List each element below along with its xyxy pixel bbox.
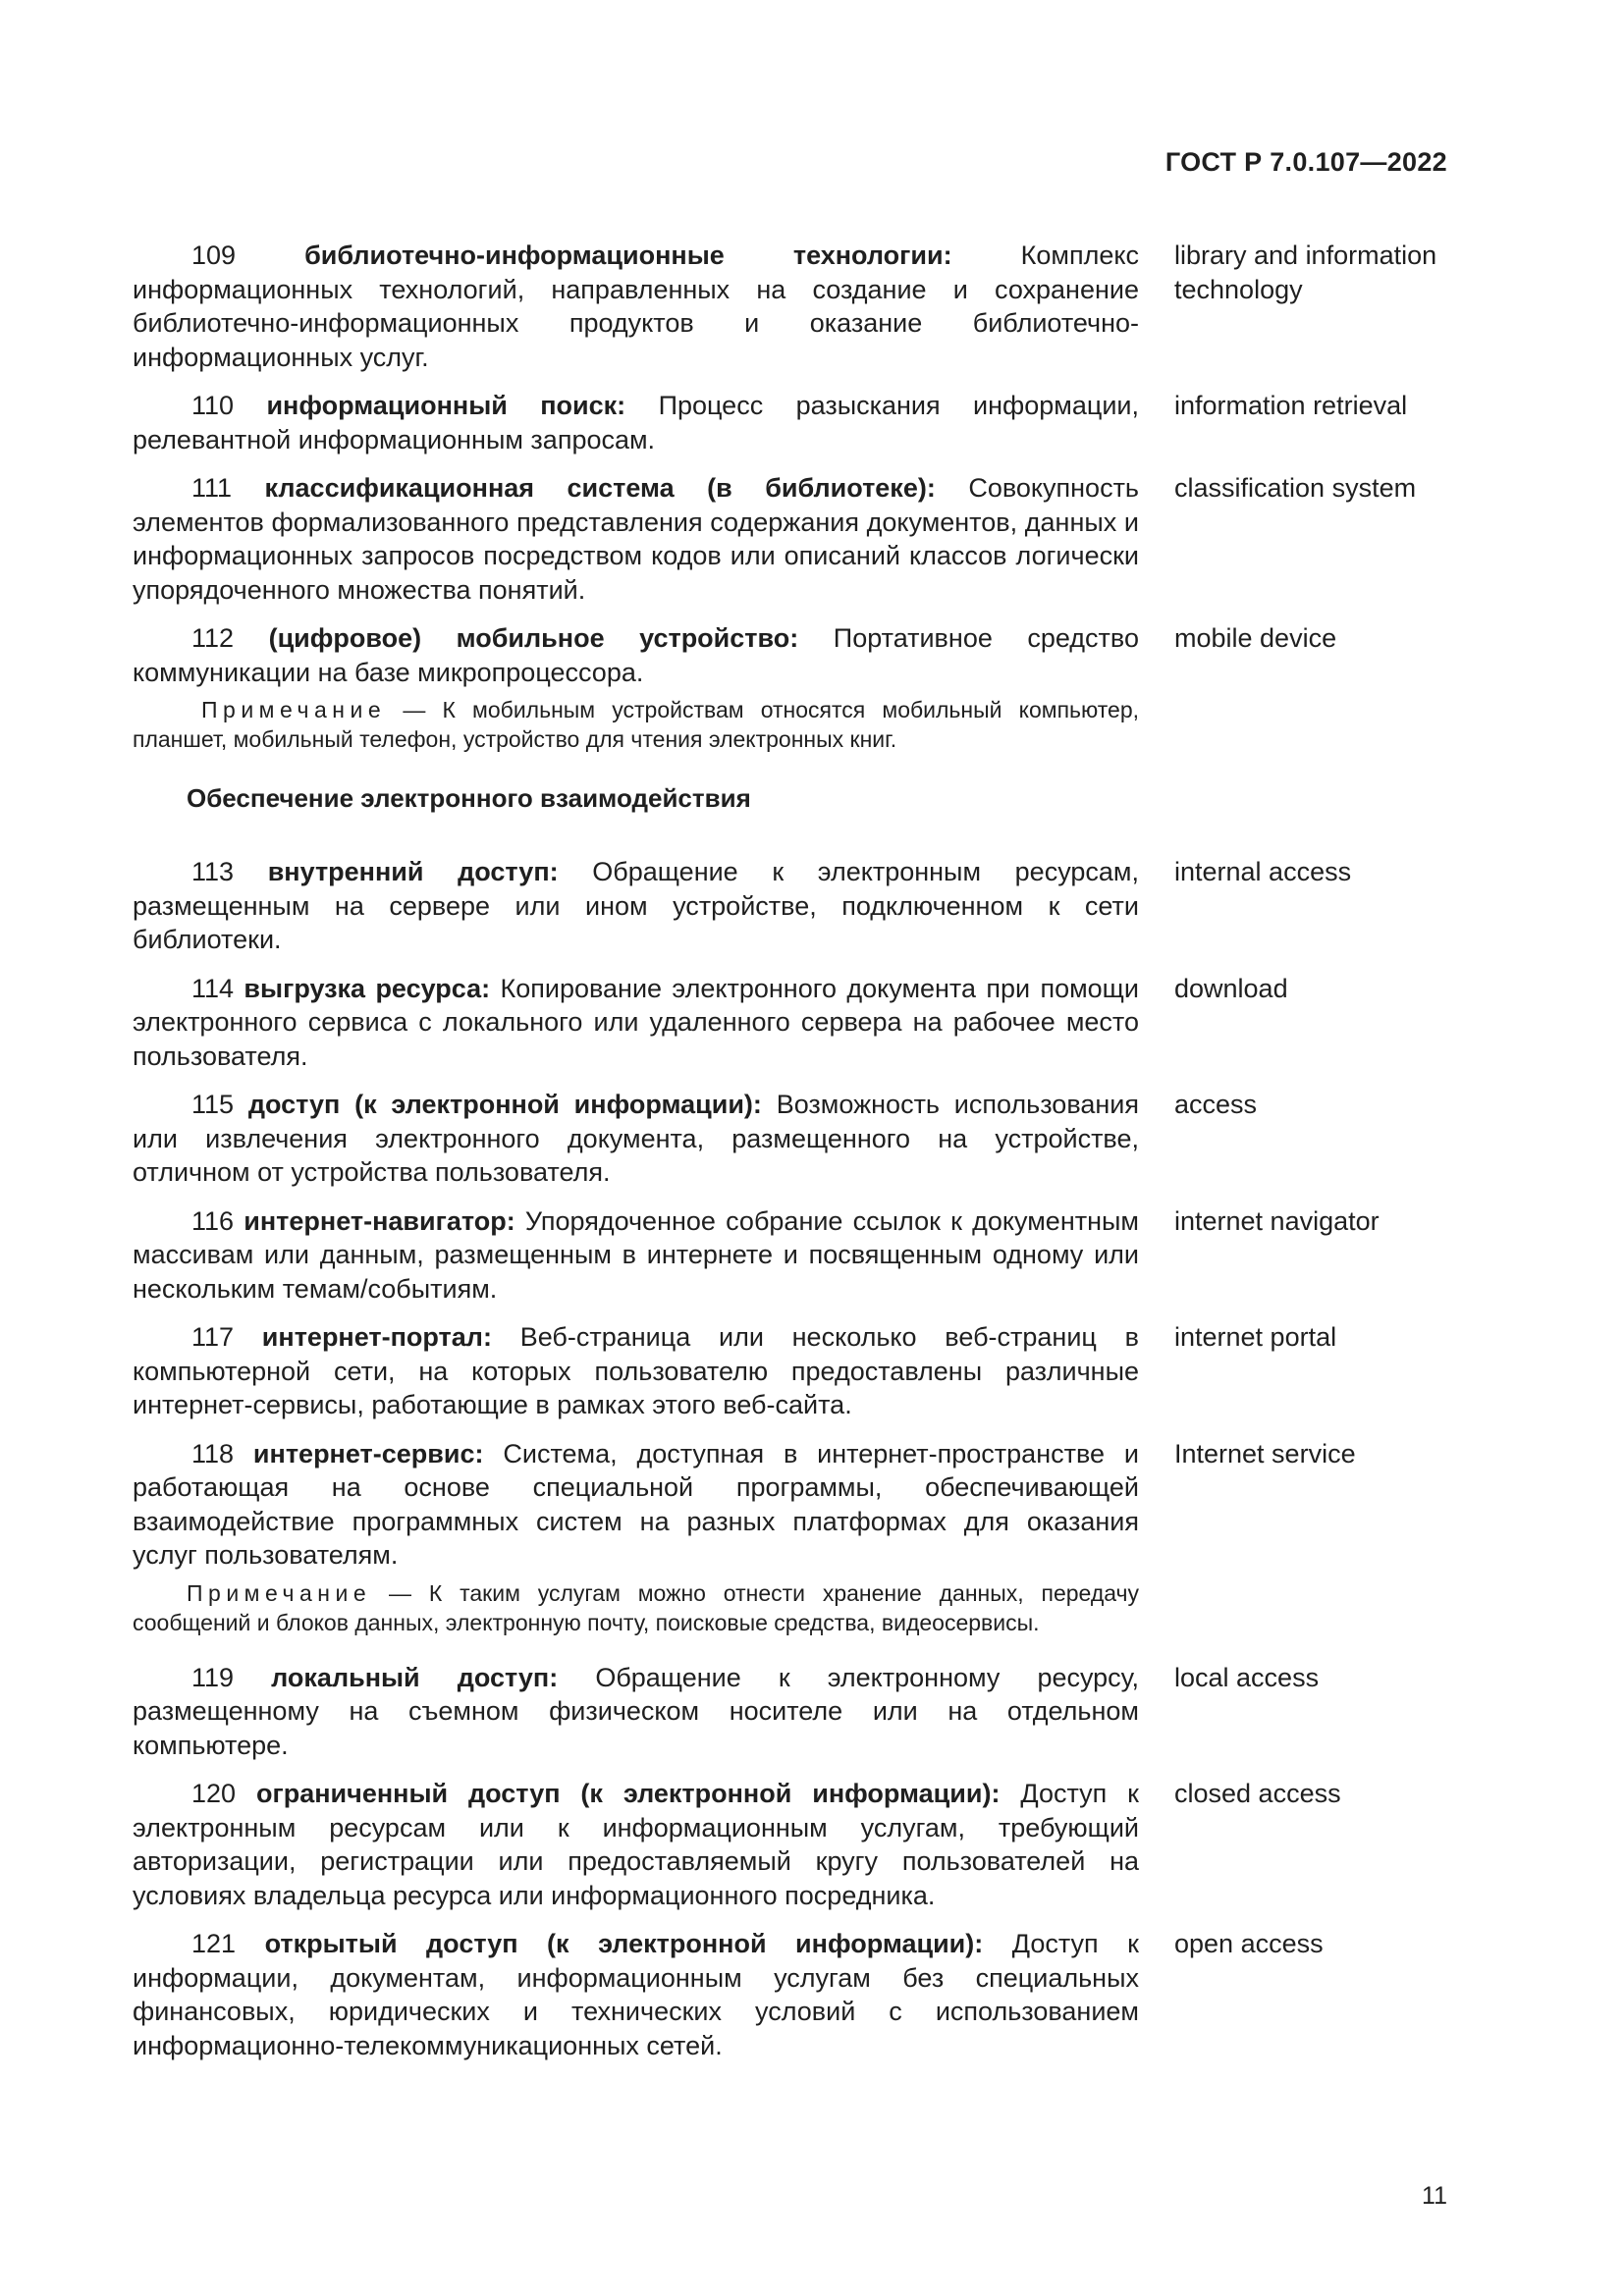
- term-entry-121: [133, 1927, 1438, 2062]
- note-internet-services: [133, 1578, 1139, 1637]
- section-title: Обеспечение электронного взаимодействия: [187, 783, 751, 813]
- term-text: [133, 1437, 1139, 1573]
- term-entry-114: [133, 972, 1438, 1074]
- term-entry-116: [133, 1204, 1438, 1307]
- term-text: [133, 972, 1139, 1074]
- term-number: 116: [191, 1205, 235, 1236]
- english-equivalent: closed access: [1174, 1779, 1341, 1808]
- term-definition: Портативное средство коммуникации на базе микропроцессора.: [133, 623, 1139, 687]
- term-entry-111: [133, 471, 1438, 607]
- english-equivalent: information retrieval: [1174, 391, 1408, 420]
- english-equivalent: access: [1174, 1090, 1258, 1119]
- term-definition: Обращение к электронным ресурсам, размещенным на сервере или ином устройстве, подключенном к сети библиотеки.: [133, 857, 1139, 954]
- term-entry-117: [133, 1320, 1438, 1422]
- note-label: Примечание: [187, 1579, 372, 1606]
- page-number: 11: [1422, 2182, 1447, 2210]
- term-entry-118: [133, 1437, 1438, 1573]
- document-body: [133, 239, 1438, 2077]
- term-number: 117: [191, 1322, 235, 1352]
- term-name: интернет-навигатор:: [244, 1205, 515, 1236]
- term-number: 119: [191, 1662, 235, 1692]
- english-equivalent: local access: [1174, 1662, 1320, 1692]
- term-number: 114: [191, 973, 235, 1003]
- term-entry-119: [133, 1661, 1438, 1763]
- term-text: [133, 855, 1139, 957]
- term-text: [133, 1927, 1139, 2062]
- term-definition: Упорядоченное собрание ссылок к документным массивам или данным, размещенным в интернете и посвященным одному или нескольким темам/событиям.: [133, 1205, 1139, 1304]
- term-definition: Веб-страница или несколько веб-страниц в компьютерной сети, на которых пользователю предоставлены различные интернет-сервисы, работающие в рамках этого веб-сайта.: [133, 1322, 1139, 1419]
- note-label: Примечание: [201, 697, 387, 722]
- term-text: [133, 389, 1139, 456]
- english-equivalent: download: [1174, 973, 1288, 1003]
- document-header: ГОСТ Р 7.0.107—2022: [1164, 147, 1447, 177]
- term-number: 121: [191, 1929, 237, 1958]
- term-text: [133, 1777, 1139, 1912]
- english-equivalent: library and information technology: [1174, 240, 1437, 304]
- term-number: 113: [191, 857, 235, 886]
- term-definition: Возможность использования или извлечения электронного документа, размещенного на устройстве, отличном от устройства пользователя.: [133, 1090, 1139, 1187]
- term-number: 111: [191, 473, 233, 503]
- term-name: классификационная система (в библиотеке):: [264, 473, 936, 503]
- term-entry-115: [133, 1088, 1438, 1190]
- term-name: (цифровое) мобильное устройство:: [268, 623, 799, 653]
- term-text: [133, 621, 1139, 689]
- term-name: информационный поиск:: [266, 391, 626, 420]
- term-definition: Копирование электронного документа при помощи электронного сервиса с локального или удаленного сервера на рабочее место пользователя.: [133, 973, 1139, 1071]
- term-text: [133, 471, 1139, 607]
- term-definition: Обращение к электронному ресурсу, размещенному на съемном физическом носителе или на отдельном компьютере.: [133, 1662, 1139, 1760]
- term-number: 120: [191, 1779, 237, 1808]
- term-name: библиотечно-информационные технологии:: [304, 240, 952, 270]
- note-dash: —: [389, 1579, 411, 1606]
- term-name: ограниченный доступ (к электронной информации):: [255, 1779, 1001, 1808]
- note-mobile-devices: [133, 695, 1139, 754]
- english-equivalent: classification system: [1174, 473, 1417, 503]
- term-name: локальный доступ:: [271, 1662, 559, 1692]
- term-number: 109: [191, 240, 237, 270]
- term-name: интернет-портал:: [261, 1322, 492, 1352]
- term-definition: Система, доступная в интернет-пространстве и работающая на основе специальной программы, обеспечивающей взаимодействие программных систем на разных платформах для оказания услуг пользователям.: [133, 1438, 1139, 1570]
- note-text: К таким услугам можно отнести хранение данных, передачу сообщений и блоков данных, электронную почту, поисковые средства, видеосервисы.: [133, 1579, 1140, 1635]
- term-definition: Процесс разыскания информации, релевантной информационным запросам.: [133, 391, 1139, 454]
- term-text: [133, 239, 1139, 374]
- term-entry-109: [133, 239, 1438, 374]
- note-text: К мобильным устройствам относятся мобильный компьютер, планшет, мобильный телефон, устройство для чтения электронных книг.: [133, 697, 1140, 752]
- term-number: 118: [191, 1438, 235, 1468]
- term-definition: Доступ к электронным ресурсам или к информационным услугам, требующий авторизации, регистрации или предоставляемый кругу пользователей на условиях владельца ресурса или информационного посредника.: [133, 1779, 1139, 1910]
- english-equivalent: internal access: [1174, 857, 1352, 886]
- term-entry-110: [133, 389, 1438, 456]
- term-number: 112: [191, 623, 235, 653]
- term-entry-113: [133, 855, 1438, 957]
- term-name: выгрузка ресурса:: [244, 973, 491, 1003]
- term-text: [133, 1661, 1139, 1763]
- term-name: открытый доступ (к электронной информации):: [264, 1929, 984, 1958]
- english-equivalent: internet navigator: [1174, 1205, 1380, 1236]
- note-dash: —: [403, 697, 426, 722]
- term-number: 115: [191, 1090, 235, 1119]
- english-equivalent: open access: [1174, 1929, 1324, 1958]
- term-text: [133, 1088, 1139, 1190]
- term-number: 110: [191, 391, 235, 420]
- term-definition: Комплекс информационных технологий, направленных на создание и сохранение библиотечно-информационных продуктов и оказание библиотечно-информационных услуг.: [133, 240, 1139, 372]
- term-text: [133, 1204, 1139, 1307]
- english-equivalent: mobile device: [1174, 623, 1337, 653]
- english-equivalent: internet portal: [1174, 1322, 1337, 1352]
- term-entry-120: [133, 1777, 1438, 1912]
- term-text: [133, 1320, 1139, 1422]
- term-name: внутренний доступ:: [267, 857, 559, 886]
- term-definition: Совокупность элементов формализованного представления содержания документов, данных и информационных запросов посредством кодов или описаний классов логически упорядоченного множества понятий.: [133, 473, 1139, 605]
- english-equivalent: Internet service: [1174, 1438, 1356, 1468]
- term-name: интернет-сервис:: [252, 1438, 484, 1468]
- term-entry-112: [133, 621, 1438, 689]
- term-definition: Доступ к информации, документам, информационным услугам без специальных финансовых, юридических и технических условий с использованием информационно-телекоммуникационных сетей.: [133, 1929, 1139, 2060]
- term-name: доступ (к электронной информации):: [247, 1090, 762, 1119]
